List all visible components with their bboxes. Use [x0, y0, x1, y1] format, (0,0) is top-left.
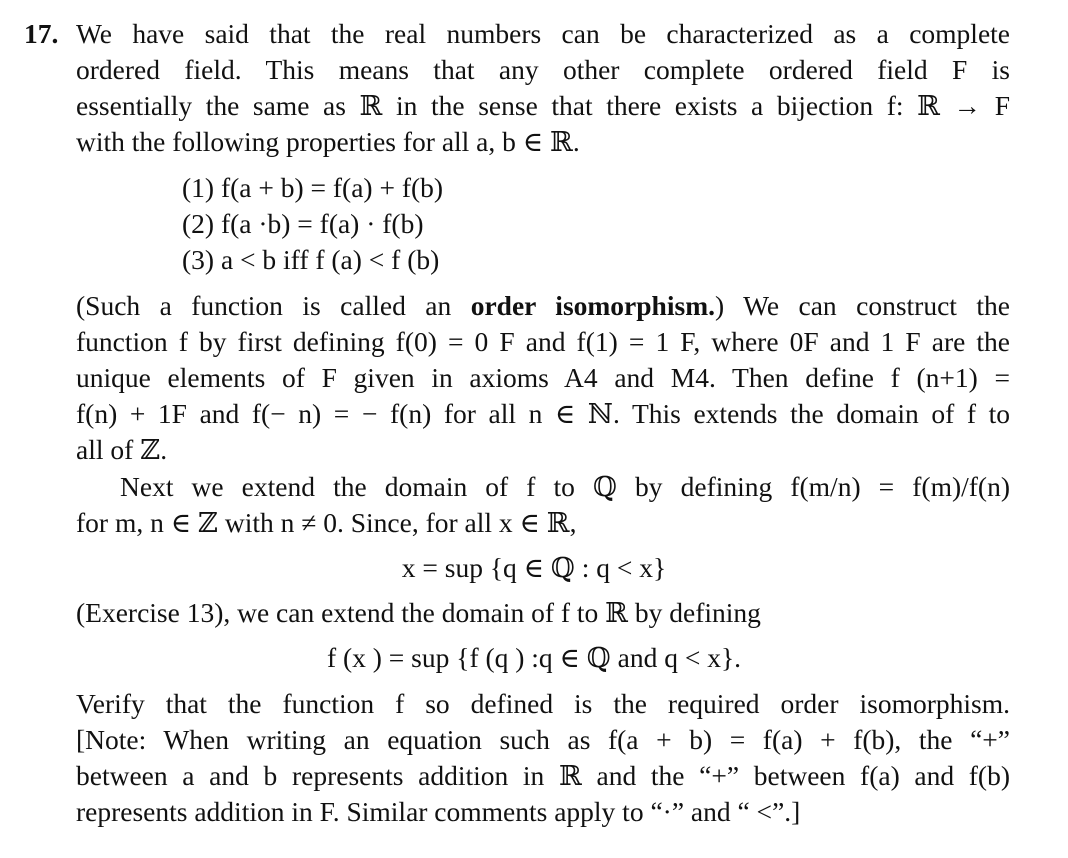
para4-line: (Exercise 13), we can extend the domain of f to ℝ by defining [76, 597, 761, 628]
property-3: (3) a < b iff f (a) < f (b) [182, 244, 440, 275]
para2-line-2: function f by first defining f(0) = 0 F and f(1) = 1 F, where 0F and 1 F are the [76, 326, 1010, 357]
para2-line-1: (Such a function is called an order isomorphism.) We can construct the [76, 290, 1010, 321]
para3-line-1: Next we extend the domain of f to ℚ by defining f(m/n) = f(m)/f(n) [120, 471, 1010, 502]
property-2: (2) f(a ·b) = f(a) · f(b) [182, 208, 424, 239]
definition-equation: f (x ) = sup {f (q ) :q ∈ ℚ and q < x}. [326, 642, 742, 673]
intro-line-3: essentially the same as ℝ in the sense that there exists a bijection f: ℝ → F [76, 90, 1010, 121]
para5-line-1: Verify that the function f so defined is the required order isomorphism. [76, 688, 1010, 719]
intro-line-2: ordered field. This means that any other complete ordered field F is [76, 54, 1010, 85]
para5-line-2: [Note: When writing an equation such as f(a + b) = f(a) + f(b), the “+” [76, 724, 1010, 755]
para3-line-2: for m, n ∈ ℤ with n ≠ 0. Since, for all x ∈ ℝ, [76, 507, 577, 538]
para5-line-3: between a and b represents addition in ℝ and the “+” between f(a) and f(b) [76, 760, 1010, 791]
intro-line-1: We have said that the real numbers can be characterized as a complete [76, 18, 1010, 49]
para2-line-5: all of ℤ. [76, 434, 168, 465]
intro-line-4: with the following properties for all a, b ∈ ℝ. [76, 126, 580, 157]
sup-equation: x = sup {q ∈ ℚ : q < x} [401, 552, 667, 583]
para5-line-4: represents addition in F. Similar comments apply to “·” and “ <”.] [76, 796, 801, 827]
order-isomorphism-term: order isomorphism. [470, 290, 715, 321]
para2-line-4: f(n) + 1F and f(− n) = − f(n) for all n ∈ ℕ. This extends the domain of f to [76, 398, 1010, 429]
para2-line-3: unique elements of F given in axioms A4 and M4. Then define f (n+1) = [76, 362, 1010, 393]
exercise-number: 17. [24, 18, 59, 49]
property-1: (1) f(a + b) = f(a) + f(b) [182, 172, 444, 203]
